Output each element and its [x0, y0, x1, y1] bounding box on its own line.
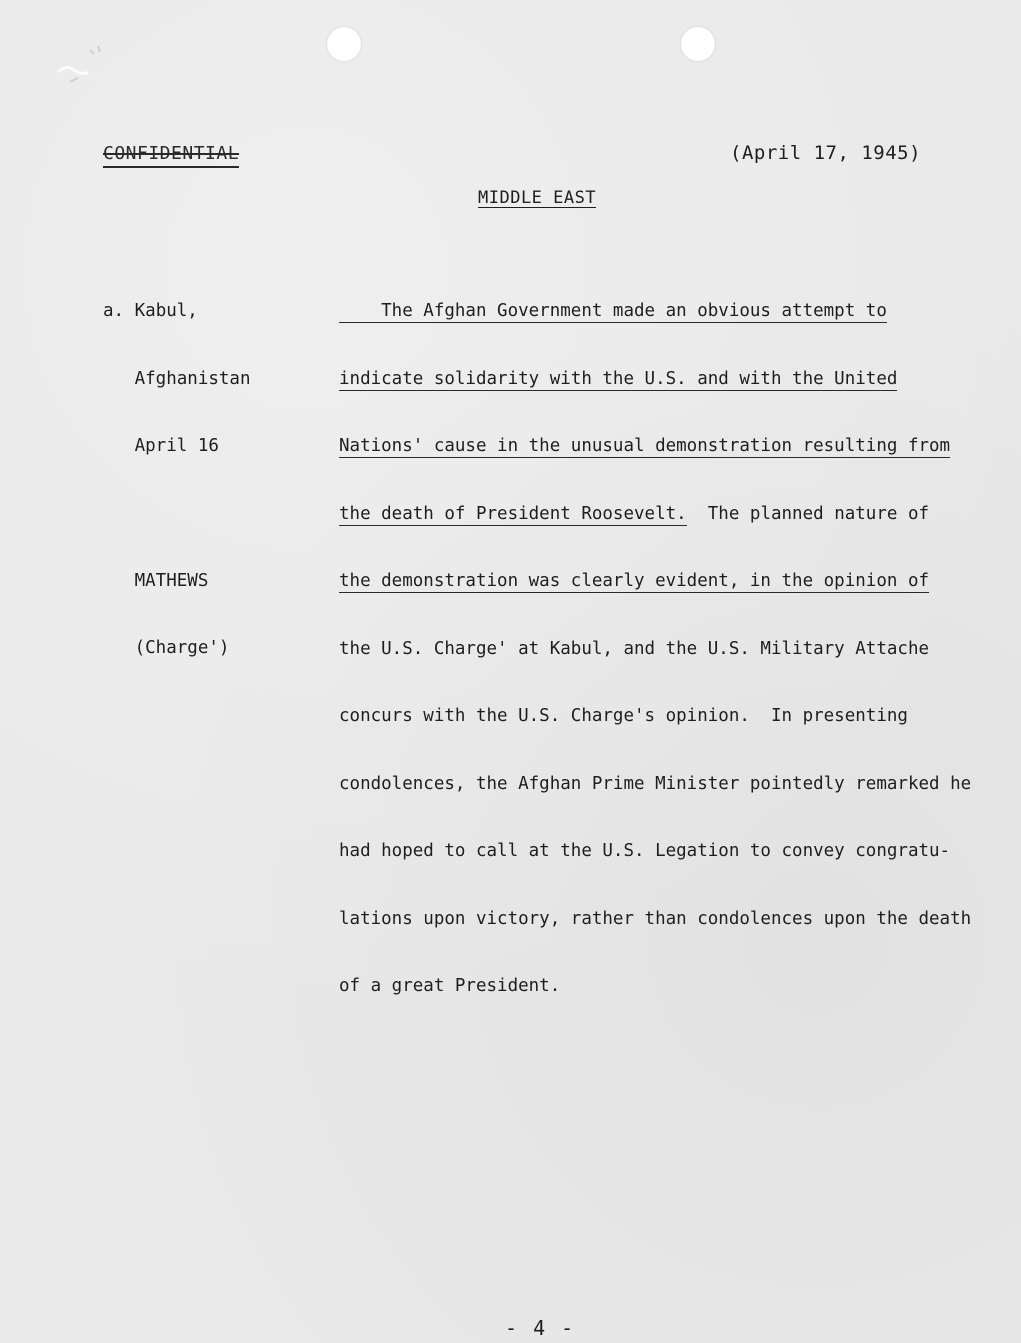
location-line: April 16: [134, 436, 219, 456]
body-line: The Afghan Government made an obvious attempt to: [339, 301, 887, 321]
author-name: MATHEWS: [134, 570, 209, 591]
message-body: [339, 255, 971, 1043]
entry-sidebar: [103, 255, 251, 705]
body-line: concurs with the U.S. Charge's opinion. In presenting: [339, 706, 908, 726]
body-line: of a great President.: [339, 976, 561, 996]
page-number: - 4 -: [505, 1316, 576, 1340]
document-date: (April 17, 1945): [730, 142, 922, 164]
section-title: MIDDLE EAST: [478, 188, 597, 208]
body-line: the demonstration was clearly evident, in the opinion of: [339, 571, 930, 591]
body-line: Nations' cause in the unusual demonstration resulting from: [339, 436, 951, 456]
body-line: condolences, the Afghan Prime Minister pointedly remarked he: [339, 773, 972, 794]
body-line: lations upon victory, rather than condolences upon the death: [339, 908, 972, 929]
punch-hole-left: [327, 27, 361, 61]
classification-marking: CONFIDENTIAL: [103, 143, 239, 168]
item-marker: a.: [103, 301, 125, 321]
location-line: a. Kabul,: [103, 301, 198, 321]
body-line: the death of President Roosevelt. The planned nature of: [339, 503, 930, 524]
body-line: the U.S. Charge' at Kabul, and the U.S. Military Attache: [339, 638, 930, 659]
author-role: (Charge'): [134, 638, 230, 658]
ink-smudge: [48, 42, 128, 92]
punch-hole-right: [681, 27, 715, 61]
body-line: had hoped to call at the U.S. Legation to convey congratu-: [339, 841, 951, 861]
location-line: Afghanistan: [134, 368, 251, 389]
body-line: indicate solidarity with the U.S. and with the United: [339, 368, 898, 389]
